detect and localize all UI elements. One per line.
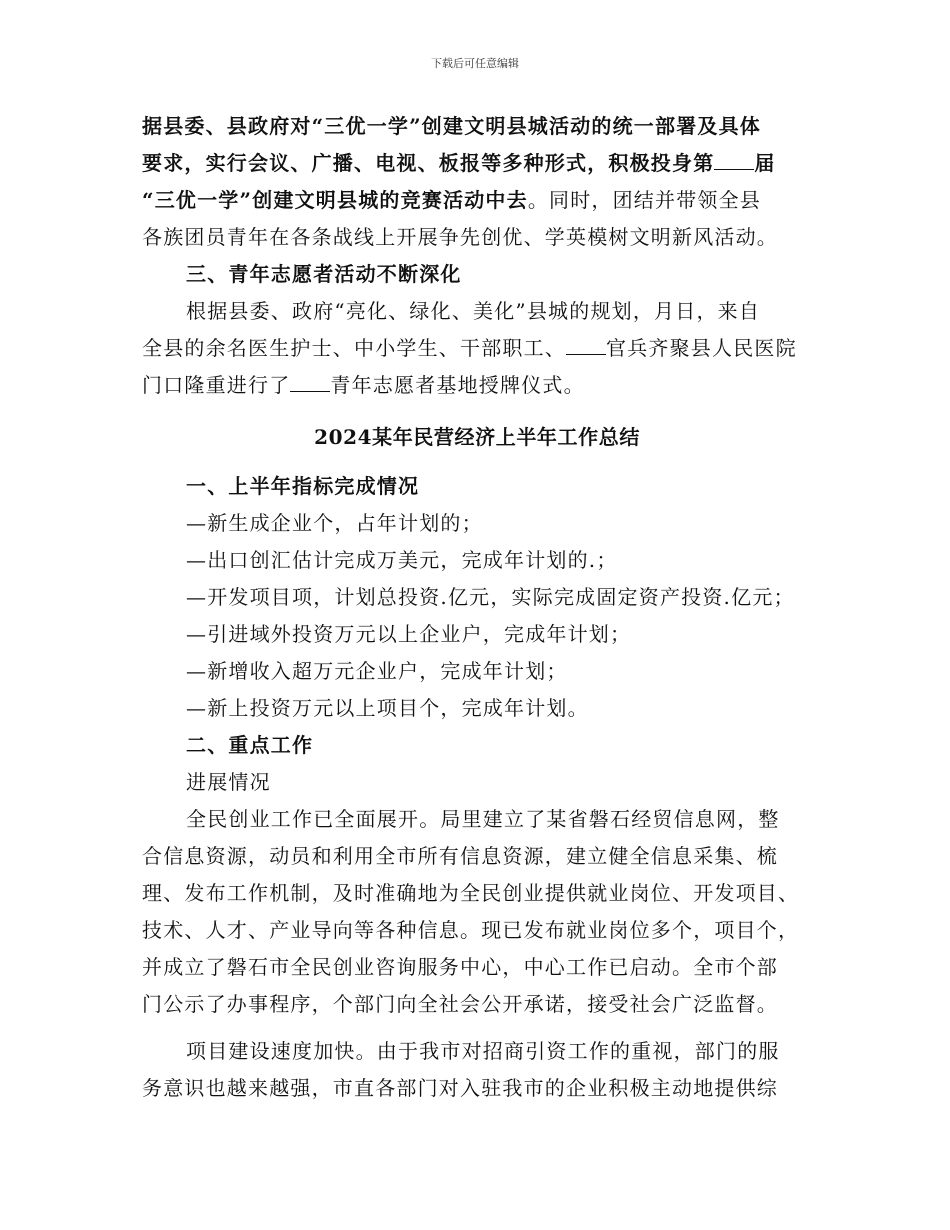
paragraph-line: 门公示了办事程序，个部门向全社会公开承诺，接受社会广泛监督。 [142, 992, 778, 1016]
paragraph-line: 项目建设速度加快。由于我市对招商引资工作的重视，部门的服 [186, 1039, 780, 1063]
fill-blank [566, 338, 606, 355]
paragraph-line [142, 145, 812, 182]
section-heading: 一、上半年指标完成情况 [186, 474, 420, 498]
section-heading: 二、重点工作 [186, 733, 314, 757]
fill-blank [714, 153, 754, 170]
subheading: 进展情况 [186, 770, 271, 794]
text-span: 青年志愿者基地授牌仪式。 [330, 373, 585, 397]
list-item: —开发项目项，计划总投资.亿元，实际完成固定资产投资.亿元； [186, 585, 795, 609]
text-span: “三优一学”创建文明县城的竞赛活动中去 [142, 188, 528, 212]
paragraph-line: 务意识也越来越强，市直各部门对入驻我市的企业积极主动地提供综 [142, 1076, 778, 1100]
paragraph-line [142, 182, 812, 219]
list-item: —新上投资万元以上项目个，完成年计划。 [186, 696, 589, 720]
paragraph-line: 理、发布工作机制，及时准确地为全民创业提供就业岗位、开发项目、 [142, 881, 800, 905]
text-span: 官兵齐聚县人民医院 [606, 336, 797, 360]
paragraph-line [142, 367, 812, 404]
list-item: —引进域外投资万元以上企业户，完成年计划； [186, 622, 632, 646]
list-item: —新生成企业个，占年计划的； [186, 511, 483, 535]
paragraph-line: 技术、人才、产业导向等各种信息。现已发布就业岗位多个，项目个， [142, 918, 800, 942]
paragraph-line: 并成立了磐石市全民创业咨询服务中心，中心工作已启动。全市个部 [142, 955, 778, 979]
text-span: 全县的余名医生护士、中小学生、干部职工、 [142, 336, 566, 360]
paragraph-line: 据县委、县政府对“三优一学”创建文明县城活动的统一部署及具体 [142, 114, 762, 138]
list-item: —新增收入超万元企业户，完成年计划； [186, 659, 568, 683]
document-title: 2024某年民营经济上半年工作总结 [314, 425, 640, 449]
text-span: 届 [754, 151, 776, 175]
list-item: —出口创汇估计完成万美元，完成年计划的.； [186, 548, 618, 572]
text-span: 门口隆重进行了 [142, 373, 291, 397]
fill-blank [290, 375, 330, 392]
paragraph-line: 各族团员青年在各条战线上开展争先创优、学英模树文明新风活动。 [142, 225, 778, 249]
paragraph-line [142, 330, 812, 367]
text-span: 。同时，团结并带领全县 [527, 188, 762, 212]
paragraph-line: 全民创业工作已全面展开。局里建立了某省磐石经贸信息网，整 [186, 807, 780, 831]
document-body [142, 108, 812, 1107]
paragraph-line: 根据县委、政府“亮化、绿化、美化”县城的规划，月日，来自 [186, 299, 761, 323]
section-heading: 三、青年志愿者活动不断深化 [186, 262, 462, 286]
header-note: 下载后可任意编辑 [431, 57, 519, 70]
text-span: 要求，实行会议、广播、电视、板报等多种形式，积极投身第 [142, 151, 715, 175]
paragraph-line: 合信息资源，动员和利用全市所有信息资源，建立健全信息采集、梳 [142, 844, 778, 868]
